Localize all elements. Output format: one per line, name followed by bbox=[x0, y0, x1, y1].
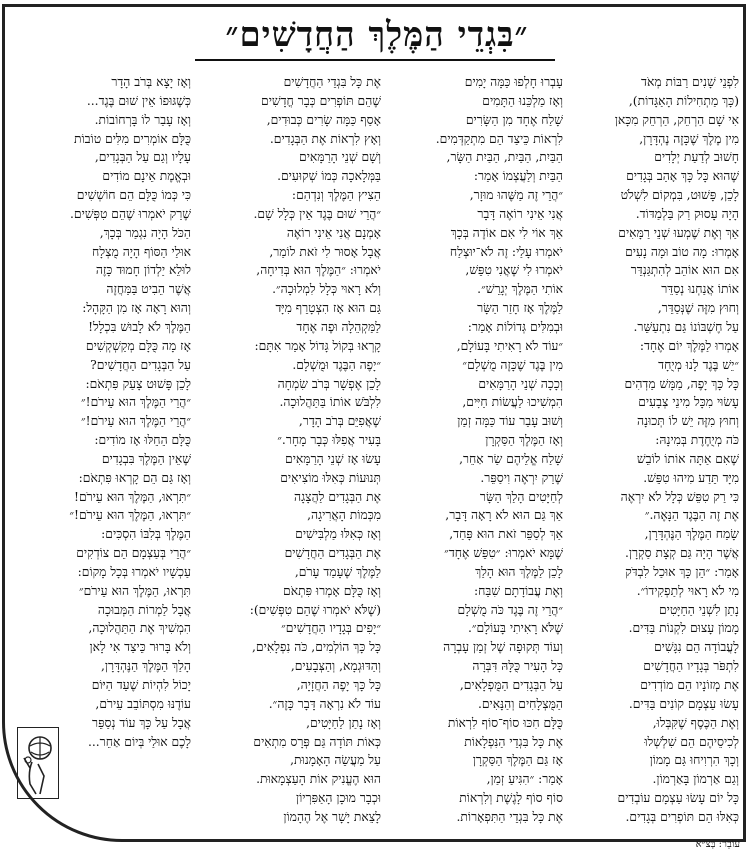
poem-title: ״בִּגְדֵי הַמֶּלֶךְ הַחֲדָשִׁים״ bbox=[225, 15, 529, 55]
boy-with-ball-emblem-icon bbox=[17, 727, 59, 799]
poem-line: וְאָז יָצָא בְּרֹב הָדָר bbox=[111, 75, 191, 89]
poem-line: שֶׁאִם אַתָּה אוֹתוֹ לוֹבֵשׁ bbox=[636, 451, 739, 466]
poem-column-3 bbox=[213, 73, 381, 827]
poem-line: לְכִיסֵיהֶם הֵם שִׁלְשְׁלוּ bbox=[644, 734, 739, 749]
poem-line: שֶׁאֵין הַמֶּלֶךְ בִּבְגָדִים bbox=[101, 451, 191, 466]
poem-line: וְאָז כְּאִלּוּ מַלְבִּישִׁים bbox=[295, 527, 381, 542]
poem-line: וְשָׁם שְׁנֵי הָרַמָּאִים bbox=[299, 150, 381, 165]
poem-line: אָמְרוּ: מָה טוֹב וּמָה נָעִים bbox=[625, 244, 739, 259]
poem-line: שֶׁרַק יֹאמְרוּ שֶׁהֵם טִפְּשִׁים. bbox=[70, 206, 191, 221]
poem-line: לָצֵאת יָשָׁר אֶל הֶהָמוֹן bbox=[283, 809, 381, 824]
poem-line: שָׁלַח אֶחָד מִן הַשָּׂרִים bbox=[465, 112, 563, 127]
poem-line: לָכֵן פָּשׁוּט צָעַק פִּתְאֹם: bbox=[85, 376, 191, 391]
poem-line: ״תִּרְאוּ, הַמֶּלֶךְ הוּא עֵירֹם!״ bbox=[69, 508, 191, 523]
poem-line: כֻּלָּם חִכּוּ סוֹף־סוֹף לִרְאוֹת bbox=[447, 715, 563, 730]
poem-line: שֶׁהֵם תּוֹפְרִים כְּבָר חֳדָשִׁים bbox=[261, 93, 381, 108]
poem-line: אֲשֶׁר הֵבִיט בַּמַּחֲזֶה bbox=[106, 282, 191, 297]
poem-frame bbox=[2, 4, 746, 842]
poem-line: וְאָץ לִרְאוֹת אֶת הַבְּגָדִים. bbox=[269, 131, 381, 146]
poem-line: הִמְשִׁיכוּ לַעֲשׂוֹת חַיִּים, bbox=[462, 395, 563, 410]
poem-line: אַךְ גַּם הוּא לֹא רָאָה דָּבָר, bbox=[445, 508, 563, 523]
poem-line: מִי לֹא רָאוּי לְתַפְקִידוֹ״. bbox=[636, 583, 739, 598]
poem-line: עַל חֶשְׁבּוֹנוֹ גַּם נִתְעַשֵּׁר. bbox=[633, 319, 739, 334]
poem-line: עוֹד לֹא נִרְאָה דָּבָר כָּזֶה״. bbox=[268, 696, 381, 711]
poem-line: ״יָפִים בְּגָדָיו הַחֲדָשִׁים״ bbox=[281, 621, 381, 636]
poem-line: לִרְאוֹת כֵּיצַד הֵם מִתְקַדְּמִים. bbox=[435, 131, 563, 146]
poem-line: כָּל כָּךְ יָפֶה, מַמָּשׁ מַדְהִים bbox=[624, 376, 739, 391]
poem-line: אָסַף כַּמָּה שָׂרִים כְּבוּדִים, bbox=[266, 112, 381, 127]
poem-line: וְעוֹד תְּקוּפָה שֶׁל זְמַן עָבְרָה bbox=[443, 640, 563, 655]
poem-line: אוֹתִי הַמֶּלֶךְ יְגָרֵשׁ״. bbox=[477, 282, 563, 297]
poem-line: הַכֹּל הָיָה נִגְמַר בְּכָךְ, bbox=[99, 225, 191, 240]
poem-line: ״הֲרֵי הַמֶּלֶךְ הוּא עֵירֹם!״ bbox=[81, 395, 191, 410]
poem-line: הַמֻּצְלָחִים וְהַנָּאִים. bbox=[477, 696, 563, 711]
poem-line: וְגַם אַרְמוֹן בָּאַרְמוֹן. bbox=[652, 772, 739, 787]
poem-line: וְשׁוּב עָבַר עוֹד כַּמָּה זְמַן bbox=[457, 414, 563, 429]
poem-line: אָז מָה כֻּלָּם מְקַשְׁקְשִׁים bbox=[85, 338, 191, 353]
poem-line: אָז גַּם הַמֶּלֶךְ הַסַּקְרָן bbox=[472, 753, 563, 768]
poem-line: אֲשֶׁר הָיָה גַּם קְצָת סַקְרָן. bbox=[624, 546, 739, 561]
poem-line: לַמֶּלֶךְ אָז חָזַר הַשָּׂר bbox=[477, 301, 563, 316]
poem-line: עָשׂוּ עַצְמָם קוֹנִים בַּדִּים. bbox=[628, 696, 739, 711]
poem-line: לָכֵן, פָּשׁוּט, בִּמְקוֹם לִשְׁלֹט bbox=[620, 188, 739, 203]
poem-line: וְהַדּוּגְמָא, וְהַצְּבָעִים, bbox=[290, 659, 381, 674]
poem-line: לַמַּקְהֵלָה וּפֶה אֶחָד bbox=[296, 319, 381, 334]
poem-line: סוֹף סוֹף לָגֶשֶׁת וְלִרְאוֹת bbox=[459, 791, 563, 806]
poem-line: אֶת מְזוֹנָיו הֵם מוֹדְדִים bbox=[640, 678, 739, 692]
poem-line: עַל מַעֲשֵׂה הָאָמָנוּת, bbox=[290, 753, 381, 768]
poem-line: מִין מֶלֶךְ שֶׁכָּזֶה נֶהְדָּרָן, bbox=[639, 131, 739, 146]
poem-line: ״יָפֶה הַבֶּגֶד וּמֻשְׁלָם. bbox=[292, 357, 381, 372]
poem-line: אִי שָׁם הַרְחֵק, הַרְחֵק מִכָּאן bbox=[614, 112, 739, 127]
poem-line: אֲבָל עַל כָּךְ עוֹד נְסַפֵּר bbox=[92, 715, 191, 730]
poem-line: אֲבָל לַמְרוֹת הַמְּבוּכָה bbox=[97, 602, 191, 617]
poem-line: עַל הַבְּגָדִים הַחֲדָשִׁים? bbox=[90, 357, 191, 372]
poem-line: וְאָז עָבַר לוֹ בָּרְחוֹבוֹת. bbox=[94, 112, 191, 127]
poem-line: מִכְּמוֹת הָאֲרִיגָה, bbox=[307, 508, 381, 523]
poem-line: לוּלֵא יַלְדוֹן חָמוּד כָּזֶה bbox=[95, 263, 191, 278]
poem-line: שֶׁהוּא כָּל כָּךְ אָהַב בְּגָדִים bbox=[626, 169, 739, 184]
poem-line: (כָּךְ מַתְחִילוֹת הָאַגָּדוֹת), bbox=[628, 93, 739, 108]
poem-line: אֶת כָּל בִּגְדֵי הַתִּפְאָרוֹת. bbox=[456, 809, 563, 824]
poem-line: לָעֲבוֹדָה הֵם נִגָּשִׁים bbox=[654, 640, 739, 655]
poem-line: חָשׁוּב לְדַעַת יְלָדִים bbox=[654, 150, 739, 165]
poem-line: וְאָז נָתַן לַחַיָּטִים, bbox=[306, 715, 381, 730]
poem-line: גַּם הוּא אָז הִצְטָרֵף מִיָּד bbox=[275, 301, 381, 316]
poem-line: ״יֵשׁ בֶּגֶד לָנוּ מְיֻחָד bbox=[658, 357, 739, 372]
poem-line: לָכֵן אֶפְשָׁר בְּרֹב שִׂמְחָה bbox=[277, 376, 381, 391]
poem-line: וּבְאֱמֶת אֵינָם מוֹדִים bbox=[102, 169, 191, 184]
poem-line: ״הֲרֵי הַמֶּלֶךְ הוּא עֵירֹם!״ bbox=[81, 414, 191, 429]
poem-line: וְכָךְ הִרְוִיחוּ גַּם מָמוֹן bbox=[649, 753, 739, 768]
poem-line: אֲבָל אָסוּר לִי זֹאת לוֹמַר, bbox=[269, 244, 381, 259]
poem-line: ״תִּרְאוּ, הַמֶּלֶךְ הוּא עֵירֹם! bbox=[74, 489, 191, 504]
poem-line: לַמֶּלֶךְ שֶׁעָמַד עָרֹם, bbox=[294, 564, 381, 579]
poem-line: בָּעִיר אֲפִלּוּ כְּבָר מָחָר.״ bbox=[277, 433, 381, 448]
poem-line: אָמַר: ״הִגִּיעַ זְמַן, bbox=[486, 772, 563, 787]
poem-line: כֻּלָּם אוֹמְרִים מִלִּים טוֹבוֹת bbox=[73, 131, 191, 146]
poem-line: שֶׁרַק יִרְאֶה וִיסַפֵּר. bbox=[480, 470, 563, 485]
poem-line: וְלֹא רָאוּי כְּלָל לִמְלוּכָה״. bbox=[272, 282, 381, 297]
poem-line: אִם הוּא אוֹהֵב לְהִתְגַּנְדֵּר bbox=[630, 263, 739, 278]
poem-line: אֶת הַבְּגָדִים הַחֲדָשִׁים bbox=[284, 546, 381, 561]
poem-line: הֵצִיץ הַמֶּלֶךְ וְנִדְהַם: bbox=[291, 188, 381, 203]
poem-line: אָמַר: ״הֵן כָּךְ אוּכַל לִבְדֹּק bbox=[625, 564, 739, 579]
poem-line: אֶת כָּל בִּגְדֵי הַנִּפְלָאוֹת bbox=[464, 734, 563, 749]
poem-line: ״עוֹד לֹא רָאִיתִי בָּעוֹלָם, bbox=[456, 338, 563, 353]
poem-line: כְּאוֹת תּוֹדָה גַּם פְּרָס מִתְאִים bbox=[253, 734, 381, 749]
poem-line: יָכוֹל לִהְיוֹת שֶׁעַד הַיּוֹם bbox=[91, 678, 191, 692]
poem-line: וְאֶת הַכֶּסֶף שֶׁקִּבְּלוּ, bbox=[652, 715, 739, 730]
poem-line: נָתַן לִשְׁנֵי הַחַיָּטִים bbox=[658, 602, 739, 617]
poem-line: אַךְ אוֹי לִי אִם אוֹדֶה בְּכָךְ bbox=[450, 225, 563, 240]
poem-line: הָלַךְ הַמֶּלֶךְ הַנֶּהְדָּרָן, bbox=[101, 659, 191, 674]
poem-line: אוּלַי הַסּוֹף הָיָה מֻצְלָח bbox=[92, 244, 191, 259]
poem-line: בַּמְּלָאכָה כְּמוֹ שְׁקוּעִים. bbox=[277, 169, 381, 184]
poem-line: עַכְשָׁיו יֹאמְרוּ בְּכָל מָקוֹם: bbox=[77, 564, 191, 579]
poem-line: אָמְרוּ לַמֶּלֶךְ יוֹם אֶחָד: bbox=[639, 338, 739, 353]
poem-line: וְהוּא רָאָה אָז מִן הַקָּהָל: bbox=[82, 301, 191, 316]
poem-line: כֹּה מְיֻחֶדֶת בְּמִינָהּ: bbox=[655, 433, 739, 448]
poem-line: אֶת הַבְּגָדִים לַהֲצָגָה bbox=[294, 489, 381, 504]
poem-line: וְאָז גַּם הֵם קָרְאוּ פִּתְאֹם: bbox=[78, 470, 191, 485]
poem-line: עָבְרוּ חָלְפוּ כַּמָּה יָמִים bbox=[464, 75, 563, 89]
poem-line: וְחוּץ מִזֶּה שֶׁנְּסַדֵּר, bbox=[657, 301, 739, 316]
poem-line: עַל הַבְּגָדִים הַמֻּפְלָאִים, bbox=[459, 678, 563, 692]
poem-line: יֹאמְרוּ עָלַי: זֶה לֹא־יוּצְלַח bbox=[449, 244, 563, 259]
poem-line: אֲנִי אֵינִי רוֹאֶה דָּבָר bbox=[477, 206, 563, 221]
poem-line: הַבַּיִת, הַבַּיִת, הַבַּיִת הַשָּׂר, bbox=[446, 150, 563, 165]
poem-line: מִין בֶּגֶד שֶׁכָּזֶה מֻשְׁלָם״ bbox=[462, 357, 563, 372]
poem-line: אַךְ וְאֶת שֶׁמְעוּ שְׁנֵי רַמָּאִים bbox=[618, 225, 739, 240]
poem-line: הַבַּיִת וְלַעֲצְמוֹ אָמַר: bbox=[473, 169, 563, 184]
poem-line: וְאָז הַמֶּלֶךְ הַסַּקְרָן bbox=[485, 433, 563, 448]
poem-line: קָרְאוּ בְּקוֹל גָּדוֹל אָמַר אִתָּם: bbox=[254, 338, 381, 353]
signature: עוֹבֵר: בְּצ״א bbox=[695, 839, 740, 850]
poem-line: לִלְבֹּשׁ אוֹתוֹ בַּתַּהֲלוּכָה. bbox=[279, 395, 381, 410]
poem-line: עוֹדֶנּוּ מִסְתּוֹבֵב עֵירֹם, bbox=[95, 696, 191, 711]
poem-line: מָמוֹן עָצוּם לִקְנוֹת בַּדִּים. bbox=[628, 621, 739, 636]
poem-line: מִיָּד תֵּדַע מִיהוּ טִפֵּשׁ. bbox=[643, 470, 739, 485]
poem-line: וְלֹא בָּרוּר כֵּיצַד אִי לָאן bbox=[89, 640, 191, 655]
poem-line: תְּנוּעוֹת כְּאִלּוּ מוֹצִיאִים bbox=[280, 470, 381, 485]
poem-line: הוּא הֶעֱנִיק אוֹת הָעַצְמָאוּת. bbox=[256, 772, 381, 787]
poem-line: הִמְשִׁיךְ אֶת הַתַּהֲלוּכָה, bbox=[88, 621, 191, 636]
poem-line: עָשׂוּ אָז שְׁנֵי הָרַמָּאִים bbox=[285, 451, 381, 466]
poem-line: כָּל יוֹם עָשׂוּ עַצְמָם עוֹבְדִים bbox=[617, 791, 739, 806]
poem-line: שָׁלַח אֱלֵיהֶם שַׂר אַחֵר, bbox=[459, 451, 563, 466]
poem-line: ״הֲרֵי שׁוּם בֶּגֶד אֵין כְּלָל שָׁם. bbox=[253, 206, 381, 221]
poem-column-4 bbox=[23, 73, 191, 749]
poem-line: לָכֶם אוּלַי בְּיוֹם אַחֵר... bbox=[87, 734, 191, 749]
poem-line: כִּי כְּמוֹ כֻּלָּם הֵם חוֹשְׁשִׁים bbox=[76, 188, 191, 203]
poem-line: עָלָיו וְגַם עַל הַבְּגָדִים, bbox=[94, 150, 191, 165]
poem-line: אֶת כָּל בִּגְדֵי הַחֲדָשִׁים bbox=[283, 75, 381, 89]
poem-line: לְחַיָּטִים הָלַךְ הַשָּׂר bbox=[479, 489, 563, 504]
poem-line: הַמֶּלֶךְ בְּלִבּוֹ הִסְכִּים: bbox=[101, 527, 191, 542]
poem-line: אַךְ לְסַפֵּר זֹאת הוּא פָּחַד, bbox=[449, 527, 563, 542]
poem-line: וְחוּץ מִזֶּה יֵשׁ לוֹ תְּכוּנָה bbox=[637, 414, 739, 429]
poem-line: יֹאמְרוּ לִי שֶׁאֲנִי טִפֵּשׁ, bbox=[465, 263, 563, 278]
poem-line: הָיָה עָסוּק רַק בַּלְמַדּוֹד. bbox=[635, 206, 739, 221]
poem-line: אוֹתוֹ אֲנַחְנוּ נְסַדֵּר bbox=[661, 282, 739, 297]
poem-line: ״הֲרֵי בְּעַצְמָם הֵם צוֹדְקִים bbox=[76, 546, 191, 561]
poem-line: כָּל הָעִיר כֻּלָּהּ דִּבְּרָה bbox=[472, 659, 563, 674]
poem-line: שֶׁלֹּא רָאִיתִי בָּעוֹלָם״. bbox=[467, 621, 563, 636]
poem-line: לִתְפֹּר בְּגָדָיו הַחֲדָשִׁים bbox=[643, 659, 739, 674]
poem-line: וְאָז כֻּלָּם אָמְרוּ פִּתְאֹם bbox=[283, 583, 381, 598]
poem-line: תִּרְאוּ, הַמֶּלֶךְ הוּא עֵירֹם״ bbox=[78, 583, 191, 598]
title-underline bbox=[195, 59, 555, 61]
poem-line: כִּי רַק טִפֵּשׁ כְּלָל לֹא יִרְאֶה bbox=[620, 489, 739, 504]
poem-line: יֹאמְרוּ: ״הַמֶּלֶךְ הוּא בְּדִיחָה, bbox=[256, 263, 381, 278]
poem-line: כְּאִלּוּ הֵם תּוֹפְרִים בְּגָדִים. bbox=[625, 809, 739, 824]
poem-line: אֶת זֶה הַבֶּגֶד הַנָּאֶה.״ bbox=[644, 508, 739, 523]
poem-line: כֻּלָּם הֵחֵלּוּ אָז מוֹדִים: bbox=[94, 433, 191, 448]
poem-line: לִפְנֵי שָׁנִים רַבּוֹת מְאֹד bbox=[641, 75, 739, 89]
poem-line: וּבְמִלִּים גְּדוֹלוֹת אָמַר: bbox=[467, 319, 563, 334]
poem-line: שֶׁמָּא יֹאמְרוּ: ״טִפֵּשׁ אֶחָד״ bbox=[444, 546, 563, 561]
poem-line: לָכֵן לַמֶּלֶךְ הוּא הָלַךְ bbox=[475, 564, 563, 579]
poem-line: כָּל כָּךְ הוֹלְמִים, כֹּה נִפְלָאִים, bbox=[252, 640, 381, 655]
poem-line: שָׂמַח הַמֶּלֶךְ הַנֶּהְדָּרָן, bbox=[644, 527, 739, 542]
poem-line: שֶׁאֲפִיֵּם בְּרֹב הָדָר, bbox=[298, 414, 381, 429]
poem-line: ״הֲרֵי זֶה בֶּגֶד כֹּה מֻשְׁלָם bbox=[457, 602, 563, 617]
poem-line: וּכְבָר מוּכָן הָאַפִּרְיוֹן bbox=[296, 791, 381, 806]
poem-line: וְכָכָה שְׁנֵי הָרַמָּאִים bbox=[478, 376, 563, 391]
poem-line: אָמְנָם אֲנִי אֵינִי רוֹאֶה bbox=[286, 225, 381, 240]
poem-line: כְּשֶׁגּוּפוֹ אֵין שׁוּם בֶּגֶד... bbox=[86, 93, 191, 108]
poem-line: ״הֲרֵי זֶה מַשֶּׁהוּ מוּזָר, bbox=[469, 188, 563, 203]
poem-line: עָשׂוּי מִכָּל מִינֵי צְבָעִים bbox=[638, 395, 739, 410]
poem-line: (שֶׁלֹּא יֹאמְרוּ שֶׁהֵם טִפְּשִׁים): bbox=[249, 602, 381, 617]
poem-line: וְאֶת עֲבוֹדָתָם שִׁבַּח: bbox=[473, 583, 563, 598]
poem-line: הַמֶּלֶךְ לֹא לָבוּשׁ בִּכְלָל! bbox=[88, 319, 191, 334]
poem-column-1 bbox=[571, 73, 739, 827]
poem-line: כָּל כָּךְ יָפֶה הַחֲזָיָה, bbox=[296, 678, 381, 692]
poem-column-2 bbox=[395, 73, 563, 827]
poem-line: וְאָז מַלְכֵּנוּ הַתָּמִים bbox=[482, 93, 563, 108]
